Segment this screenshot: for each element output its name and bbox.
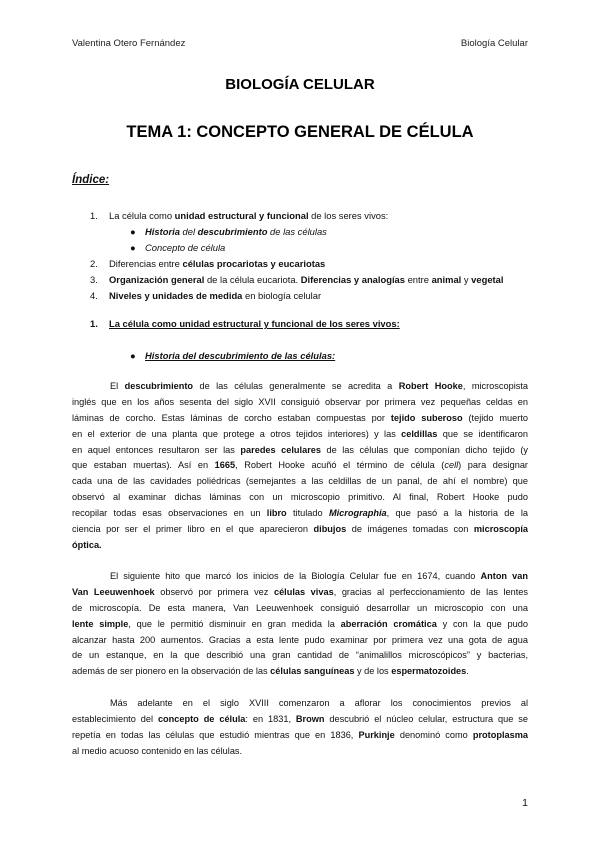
paragraph-leeuwenhoek bbox=[72, 569, 528, 680]
toc-item-text: Organización general de la célula eucariota. Diferencias y analogías entre animal y vegetal bbox=[109, 274, 504, 285]
paragraph-brown-purkinje bbox=[72, 696, 528, 760]
paragraph-line: óptica. bbox=[72, 539, 102, 550]
page-number: 1 bbox=[522, 797, 528, 809]
paragraph-line: que estaban muertas). Así en 1665, Robert Hooke acuñó el término de célula (cell) para designar bbox=[72, 460, 528, 471]
bullet-icon: ● bbox=[130, 226, 136, 237]
paragraph-line: El descubrimiento de las células generalmente se acredita a Robert Hooke, microscopista bbox=[110, 381, 528, 391]
paragraph-hooke bbox=[72, 379, 528, 554]
paragraph-line: Más adelante en el siglo XVIII comenzaron a aflorar los conocimientos previos al bbox=[110, 698, 528, 708]
section-title: La célula como unidad estructural y funcional de los seres vivos: bbox=[109, 318, 400, 329]
toc-item bbox=[72, 224, 528, 240]
bullet-icon: ● bbox=[130, 242, 136, 253]
paragraph-line: además de ser pionero en la observación de las células sanguíneas y de los espermatozoides. bbox=[72, 666, 469, 677]
paragraph-line: lente simple, que le permitió disminuir en gran medida la aberración cromática y con la que pudo bbox=[72, 618, 528, 629]
toc-item-text: Diferencias entre células procariotas y eucariotas bbox=[109, 258, 326, 269]
paragraph-line: cada una de las cavidades poliédricas (semejantes a las celdillas de un panal, de ahí el nombre) que bbox=[72, 476, 528, 487]
table-of-contents bbox=[72, 208, 528, 304]
toc-item bbox=[72, 288, 528, 304]
toc-item-number: 2. bbox=[90, 258, 98, 269]
toc-item-text: Niveles y unidades de medida en biología celular bbox=[109, 290, 322, 301]
paragraph-line: de microscopía. De esta manera, Van Leeuwenhoek consiguió desarrollar un microscopio con una bbox=[72, 602, 528, 613]
toc-item-number: 3. bbox=[90, 274, 98, 285]
topic-title: TEMA 1: CONCEPTO GENERAL DE CÉLULA bbox=[126, 123, 474, 141]
paragraph-line: en aquel entonces resultaron ser las paredes celulares de las células que componían dicho tejido (y bbox=[72, 444, 528, 455]
paragraph-line: observó al examinar dichas láminas con un microscopio primitivo. Al final, Robert Hooke pudo bbox=[72, 492, 528, 503]
toc-item-text: La célula como unidad estructural y funcional de los seres vivos: bbox=[109, 210, 389, 221]
toc-item-number: 4. bbox=[90, 290, 98, 301]
paragraph-line: inglés que en los años sesenta del siglo XVII consiguió observar por primera vez pequeñas celdas en bbox=[72, 396, 528, 407]
toc-item bbox=[72, 256, 528, 272]
toc-item bbox=[72, 208, 528, 224]
paragraph-line: de un estanque, en la que describió una gran cantidad de “animalillos microscópicos” y bacterias, bbox=[72, 650, 528, 661]
paragraph-line: Van Leeuwenhoek observó por primera vez células vivas, gracias al perfeccionamiento de las lentes bbox=[72, 586, 529, 597]
paragraph-line: al medio acuoso contenido en las células. bbox=[72, 745, 243, 756]
toc-item-number: 1. bbox=[90, 210, 98, 221]
toc-subitem-text: Concepto de célula bbox=[145, 242, 226, 253]
paragraph-line: recopilar todas esas observaciones en un libro titulado Micrographia, que pasó a la historia de la bbox=[72, 508, 528, 519]
header-author: Valentina Otero Fernández bbox=[72, 38, 186, 49]
toc-item bbox=[72, 240, 528, 256]
toc-subitem-text: Historia del descubrimiento de las células bbox=[145, 226, 327, 237]
bullet-icon: ● bbox=[130, 350, 136, 361]
index-heading: Índice: bbox=[72, 174, 110, 186]
document-title: BIOLOGÍA CELULAR bbox=[225, 76, 375, 93]
paragraph-line: en el exterior de una planta que protege a otros tejidos interiores) y las celdillas que se identificaron bbox=[72, 428, 529, 439]
toc-item bbox=[72, 272, 528, 288]
paragraph-line: El siguiente hito que marcó los inicios de la Biología Celular fue en 1674, cuando Anton van bbox=[110, 571, 528, 581]
section-number: 1. bbox=[90, 318, 98, 329]
paragraph-line: ciencia por ser el primer libro en el que aparecieron dibujos de imágenes tomadas con microscopía bbox=[72, 524, 528, 535]
subsection-title: Historia del descubrimiento de las células: bbox=[145, 350, 336, 361]
paragraph-line: establecimiento del concepto de célula: en 1831, Brown descubrió el núcleo celular, estructura que se bbox=[72, 713, 529, 724]
header-subject: Biología Celular bbox=[460, 38, 528, 49]
paragraph-line: repetía en todas las células que estudió mientras que en 1836, Purkinje denominó como protoplasma bbox=[72, 729, 528, 740]
paragraph-line: alcanzar hasta 200 aumentos. Gracias a esta lente pudo examinar por primera vez una gota de agua bbox=[72, 634, 528, 645]
page-header bbox=[72, 38, 528, 52]
paragraph-line: láminas de corcho. Estas láminas de corcho estaban compuestas por tejido suberoso (tejido muerto bbox=[72, 412, 528, 423]
